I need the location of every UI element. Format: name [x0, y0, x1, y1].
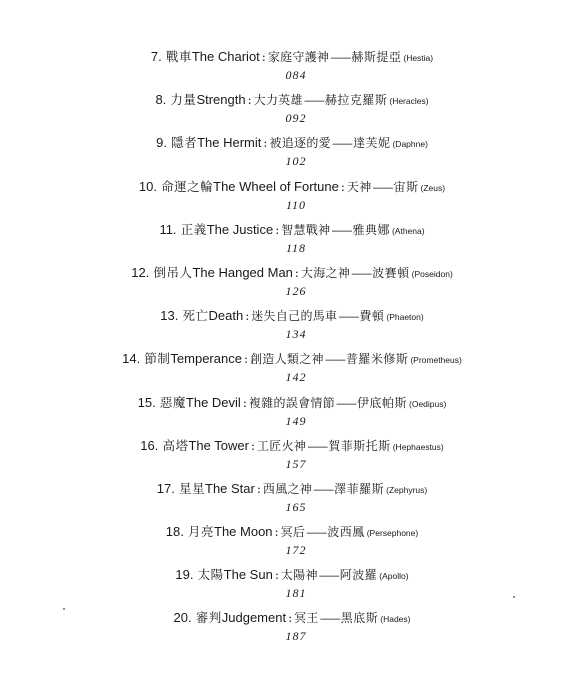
deity-name-latin: (Persephone) — [366, 528, 419, 539]
myth-description: 創造人類之神 — [250, 352, 324, 367]
toc-entry — [0, 566, 578, 609]
toc-entry — [0, 178, 578, 221]
title-separator: : — [250, 438, 255, 453]
card-title-english: Strength — [196, 92, 246, 108]
card-title-english: Temperance — [170, 351, 242, 367]
myth-description: 冥后 — [280, 525, 306, 540]
deity-name-latin: (Zeus) — [420, 182, 446, 193]
page-number: 149 — [285, 413, 307, 428]
title-separator: : — [245, 309, 250, 324]
card-title-chinese: 倒吊人 — [153, 264, 193, 280]
page-number: 134 — [285, 327, 307, 342]
page-number: 084 — [285, 68, 307, 82]
em-dash-separator: —— — [319, 612, 340, 626]
card-title-english: The Tower — [188, 437, 249, 453]
card-title-english: The Wheel of Fortune — [213, 178, 339, 194]
card-title-chinese: 戰車 — [165, 49, 192, 64]
entry-number: 19. — [175, 567, 194, 583]
deity-name-latin: (Hades) — [380, 614, 411, 625]
card-title-chinese: 星星 — [178, 480, 205, 496]
deity-name-latin: (Poseidon) — [411, 268, 453, 279]
scan-speck — [513, 596, 515, 598]
em-dash-separator: —— — [331, 223, 352, 237]
toc-entry-line — [0, 394, 578, 413]
entry-number: 18. — [165, 524, 184, 540]
card-title-chinese: 隱者 — [171, 135, 198, 151]
myth-description: 太陽神 — [280, 568, 318, 583]
entry-number: 9. — [156, 135, 167, 151]
em-dash-separator: —— — [318, 569, 339, 583]
em-dash-separator: —— — [306, 526, 327, 540]
deity-name-chinese: 赫拉克羅斯 — [324, 93, 388, 108]
myth-description: 西風之神 — [262, 481, 313, 496]
toc-entry-line — [0, 350, 578, 369]
myth-description: 大力英雄 — [253, 93, 303, 108]
myth-description: 被追逐的愛 — [269, 136, 331, 151]
deity-name-latin: (Prometheus) — [410, 355, 462, 366]
card-title-chinese: 正義 — [180, 221, 207, 237]
title-separator: : — [243, 352, 248, 367]
em-dash-separator: —— — [351, 266, 372, 280]
entry-number: 13. — [160, 308, 179, 324]
deity-name-chinese: 阿波羅 — [339, 568, 378, 583]
toc-entry-line — [0, 48, 578, 67]
deity-name-chinese: 宙斯 — [393, 179, 419, 194]
entry-number: 14. — [122, 351, 141, 367]
card-title-chinese: 高塔 — [162, 437, 189, 453]
title-separator: : — [274, 525, 279, 540]
toc-entry — [0, 350, 578, 393]
title-separator: : — [256, 481, 261, 496]
title-separator: : — [340, 179, 345, 194]
card-title-chinese: 力量 — [170, 92, 197, 108]
card-title-english: The Hermit — [197, 135, 262, 151]
em-dash-separator: —— — [330, 51, 351, 64]
deity-name-chinese: 達芙妮 — [352, 136, 391, 151]
toc-entry-line — [0, 134, 578, 153]
deity-name-latin: (Hephaestus) — [392, 441, 444, 452]
page-number: 126 — [285, 283, 307, 298]
deity-name-chinese: 赫斯提亞 — [351, 50, 402, 64]
em-dash-separator: —— — [324, 353, 345, 367]
toc-entry-line — [0, 609, 578, 628]
deity-name-latin: (Oedipus) — [409, 398, 447, 409]
toc-entry-line — [0, 566, 578, 585]
myth-description: 複雜的誤會情節 — [248, 395, 335, 410]
deity-name-latin: (Daphne) — [392, 139, 428, 150]
title-separator: : — [247, 93, 252, 108]
deity-name-latin: (Phaeton) — [386, 312, 424, 323]
em-dash-separator: —— — [335, 396, 356, 410]
deity-name-chinese: 賀菲斯托斯 — [328, 438, 391, 453]
toc-entry — [0, 609, 578, 652]
deity-name-chinese: 黑底斯 — [340, 611, 379, 626]
deity-name-chinese: 費頓 — [359, 309, 385, 324]
deity-name-chinese: 澤菲羅斯 — [334, 481, 385, 496]
toc-entry — [0, 394, 578, 437]
page-number: 092 — [285, 111, 307, 126]
entry-number: 7. — [150, 49, 162, 64]
toc-entry-line — [0, 437, 578, 456]
page-number: 157 — [285, 456, 307, 471]
em-dash-separator: —— — [307, 439, 328, 453]
toc-entry — [0, 264, 578, 307]
toc-entry — [0, 523, 578, 566]
deity-name-chinese: 雅典娜 — [352, 222, 390, 237]
entry-number: 10. — [138, 178, 157, 194]
page-number: 181 — [285, 586, 307, 601]
entry-number: 12. — [131, 264, 150, 280]
title-separator: : — [294, 265, 299, 280]
em-dash-separator: —— — [303, 94, 324, 108]
toc-list — [0, 48, 578, 653]
toc-entry-line — [0, 307, 578, 326]
deity-name-chinese: 普羅米修斯 — [345, 352, 409, 367]
card-title-chinese: 月亮 — [187, 524, 214, 540]
toc-entry — [0, 221, 578, 264]
myth-description: 迷失自己的馬車 — [251, 309, 338, 324]
title-separator: : — [274, 568, 279, 583]
card-title-english: The Star — [205, 480, 255, 496]
entry-number: 8. — [155, 92, 167, 108]
title-separator: : — [275, 222, 280, 237]
card-title-chinese: 死亡 — [182, 308, 209, 324]
card-title-english: The Devil — [185, 394, 241, 410]
page-number: 110 — [285, 197, 307, 212]
page-number: 102 — [285, 154, 307, 169]
toc-entry — [0, 91, 578, 134]
toc-entry-line — [0, 178, 578, 197]
card-title-english: Judgement — [221, 610, 287, 626]
title-separator: : — [242, 395, 247, 410]
page-number: 142 — [285, 370, 307, 385]
em-dash-separator: —— — [331, 137, 352, 151]
card-title-chinese: 節制 — [144, 351, 171, 367]
page-number: 118 — [285, 240, 307, 255]
deity-name-latin: (Heracles) — [389, 96, 429, 107]
entry-number: 16. — [140, 437, 159, 453]
card-title-english: The Sun — [223, 567, 273, 583]
card-title-english: The Hanged Man — [192, 264, 293, 280]
toc-entry-line — [0, 264, 578, 283]
toc-entry-line — [0, 221, 578, 240]
deity-name-latin: (Zephyrus) — [386, 484, 428, 495]
deity-name-chinese: 波賽頓 — [372, 265, 410, 280]
myth-description: 大海之神 — [300, 265, 351, 280]
entry-number: 20. — [173, 610, 192, 626]
myth-description: 天神 — [346, 179, 372, 194]
em-dash-separator: —— — [372, 180, 393, 194]
em-dash-separator: —— — [313, 482, 334, 496]
page-number: 187 — [285, 629, 307, 644]
card-title-english: The Chariot — [191, 49, 260, 64]
em-dash-separator: —— — [338, 310, 359, 324]
card-title-chinese: 太陽 — [197, 567, 224, 583]
scan-speck — [63, 608, 65, 610]
toc-entry — [0, 480, 578, 523]
deity-name-chinese: 波西鳳 — [327, 525, 365, 540]
myth-description: 工匠火神 — [257, 438, 307, 453]
deity-name-latin: (Hestia) — [403, 53, 434, 63]
entry-number: 11. — [159, 221, 177, 237]
title-separator: : — [288, 611, 293, 626]
toc-entry-line — [0, 91, 578, 110]
myth-description: 智慧戰神 — [281, 222, 331, 237]
card-title-english: The Moon — [214, 524, 273, 540]
toc-entry — [0, 307, 578, 350]
toc-entry — [0, 437, 578, 480]
entry-number: 15. — [137, 394, 156, 410]
myth-description: 家庭守護神 — [267, 50, 330, 64]
page-number: 172 — [285, 543, 307, 558]
toc-entry — [0, 134, 578, 177]
card-title-chinese: 審判 — [195, 610, 222, 626]
toc-entry-line — [0, 523, 578, 542]
deity-name-chinese: 伊底帕斯 — [356, 395, 407, 410]
title-separator: : — [261, 50, 266, 64]
card-title-english: The Justice — [206, 221, 274, 237]
entry-number: 17. — [156, 480, 175, 496]
card-title-chinese: 命運之輪 — [161, 178, 214, 194]
myth-description: 冥王 — [294, 611, 319, 626]
page-number: 165 — [285, 499, 307, 514]
toc-entry — [0, 48, 578, 91]
deity-name-latin: (Apollo) — [379, 571, 409, 582]
deity-name-latin: (Athena) — [391, 225, 425, 236]
card-title-english: Death — [208, 308, 244, 324]
card-title-chinese: 惡魔 — [159, 394, 186, 410]
toc-entry-line — [0, 480, 578, 499]
title-separator: : — [263, 136, 268, 151]
